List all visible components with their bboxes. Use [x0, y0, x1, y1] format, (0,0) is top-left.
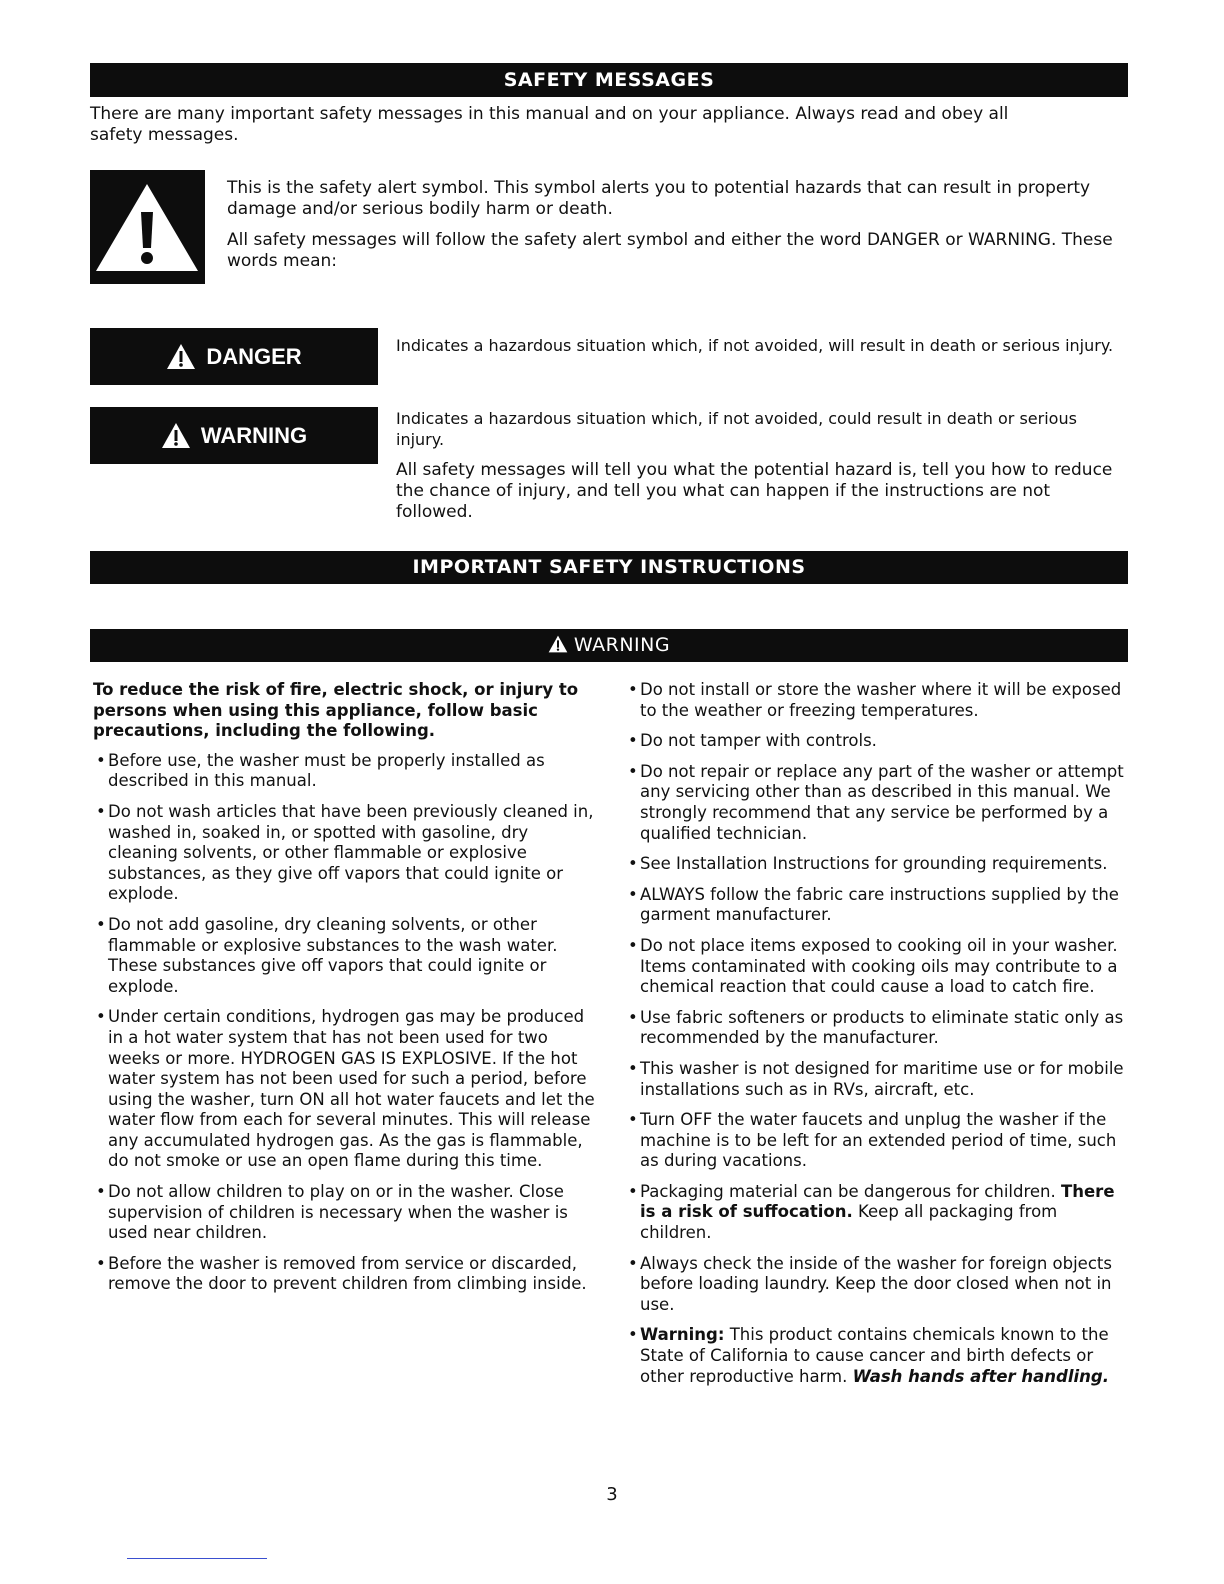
list-item: • Use fabric softeners or products to eliminate static only as recommended by the manufacturer.	[625, 1008, 1131, 1049]
danger-signal-box	[90, 328, 378, 385]
right-instruction-list	[625, 680, 1131, 1387]
list-item: • Do not wash articles that have been previously cleaned in, washed in, soaked in, or spotted with gasoline, dry cleaning solvents, or other flammable or explosive substances, as they give off vapors that could ignite or explode.	[93, 802, 603, 905]
left-column	[93, 680, 603, 1305]
precautions-lead: To reduce the risk of fire, electric shock, or injury to persons when using this appliance, follow basic precautions, including the following.	[93, 680, 579, 741]
packaging-item	[625, 1182, 1131, 1244]
warning-signal-box	[90, 407, 378, 464]
list-item: • Under certain conditions, hydrogen gas may be produced in a hot water system that has not been used for two weeks or more. HYDROGEN GAS IS EXPLOSIVE. If the hot water system has not been used for such a period, before using the washer, turn ON all hot water faucets and let the water flow from each for several minutes. This will release any accumulated hydrogen gas. As the gas is flammable, do not smoke or use an open flame during this time.	[93, 1007, 603, 1172]
list-item: • See Installation Instructions for grounding requirements.	[625, 854, 1131, 875]
warning-bar	[90, 629, 1128, 662]
list-item: • ALWAYS follow the fabric care instructions supplied by the garment manufacturer.	[625, 885, 1131, 926]
warning-triangle-icon	[161, 422, 191, 449]
warning-triangle-icon	[166, 343, 196, 370]
safety-alert-symbol	[90, 170, 205, 284]
danger-description	[396, 335, 1116, 356]
danger-label: DANGER	[206, 343, 302, 369]
danger-description-text: Indicates a hazardous situation which, if not avoided, will result in death or serious injury.	[396, 336, 1114, 355]
list-item: • Before use, the washer must be properly installed as described in this manual.	[93, 751, 603, 792]
list-item: • Do not allow children to play on or in the washer. Close supervision of children is necessary when the washer is used near children.	[93, 1182, 603, 1244]
list-item: • Do not install or store the washer where it will be exposed to the weather or freezing temperatures.	[625, 680, 1131, 721]
list-item: • Before the washer is removed from service or discarded, remove the door to prevent children from climbing inside.	[93, 1254, 603, 1295]
list-item: • Do not tamper with controls.	[625, 731, 1131, 752]
suffocation-risk: There is a risk of suffocation.	[640, 1181, 1115, 1222]
intro-text: There are many important safety messages in this manual and on your appliance. Always read and obey all safety messages.	[90, 104, 1009, 145]
prop65-warning	[625, 1325, 1131, 1387]
warning-description-text: Indicates a hazardous situation which, if not avoided, could result in death or serious injury.	[396, 409, 1077, 449]
safety-messages-header: SAFETY MESSAGES	[90, 63, 1128, 97]
warning-bar-label: WARNING	[573, 634, 671, 656]
left-instruction-list	[93, 751, 603, 1295]
packaging-text-end: Keep all packaging from children.	[640, 1202, 1058, 1243]
prop65-text: This product contains chemicals known to the State of California to cause cancer and birth defects or other reproductive harm.	[640, 1325, 1109, 1386]
warning-description	[396, 408, 1116, 523]
alert-symbol-explanation	[227, 178, 1127, 272]
list-item: • Do not repair or replace any part of the washer or attempt any servicing other than as described in this manual. We strongly recommend that any service be performed by a qualified technician.	[625, 762, 1131, 844]
alert-paragraph-1: This is the safety alert symbol. This symbol alerts you to potential hazards that can result in property damage and/or serious bodily harm or death.	[227, 178, 1091, 219]
warning-triangle-icon	[548, 635, 568, 653]
packaging-text: Packaging material can be dangerous for children.	[640, 1181, 1061, 1201]
warning-triangle-icon	[90, 170, 205, 284]
list-item: • This washer is not designed for maritime use or for mobile installations such as in RVs, aircraft, etc.	[625, 1059, 1131, 1100]
list-item: • Do not place items exposed to cooking oil in your washer. Items contaminated with cooking oils may contribute to a chemical reaction that could cause a load to catch fire.	[625, 936, 1131, 998]
right-column	[625, 680, 1131, 1397]
prop65-label: Warning:	[640, 1325, 725, 1345]
page-number: 3	[606, 1484, 618, 1505]
list-item: • Always check the inside of the washer for foreign objects before loading laundry. Keep the door closed when not in use.	[625, 1254, 1131, 1316]
list-item: • Do not add gasoline, dry cleaning solvents, or other flammable or explosive substances to the wash water. These substances give off vapors that could ignite or explode.	[93, 915, 603, 997]
important-safety-instructions-header: IMPORTANT SAFETY INSTRUCTIONS	[90, 551, 1128, 584]
wash-hands-emphasis: Wash hands after handling.	[852, 1366, 1109, 1386]
alert-paragraph-2: All safety messages will follow the safety alert symbol and either the word DANGER or WARNING. These words mean:	[227, 230, 1113, 271]
warning-label: WARNING	[200, 422, 308, 448]
list-item: • Turn OFF the water faucets and unplug the washer if the machine is to be left for an extended period of time, such as during vacations.	[625, 1110, 1131, 1172]
safety-message-note: All safety messages will tell you what the potential hazard is, tell you how to reduce the chance of injury, and tell you what can happen if the instructions are not followed.	[396, 460, 1113, 522]
footer-divider	[127, 1558, 267, 1559]
